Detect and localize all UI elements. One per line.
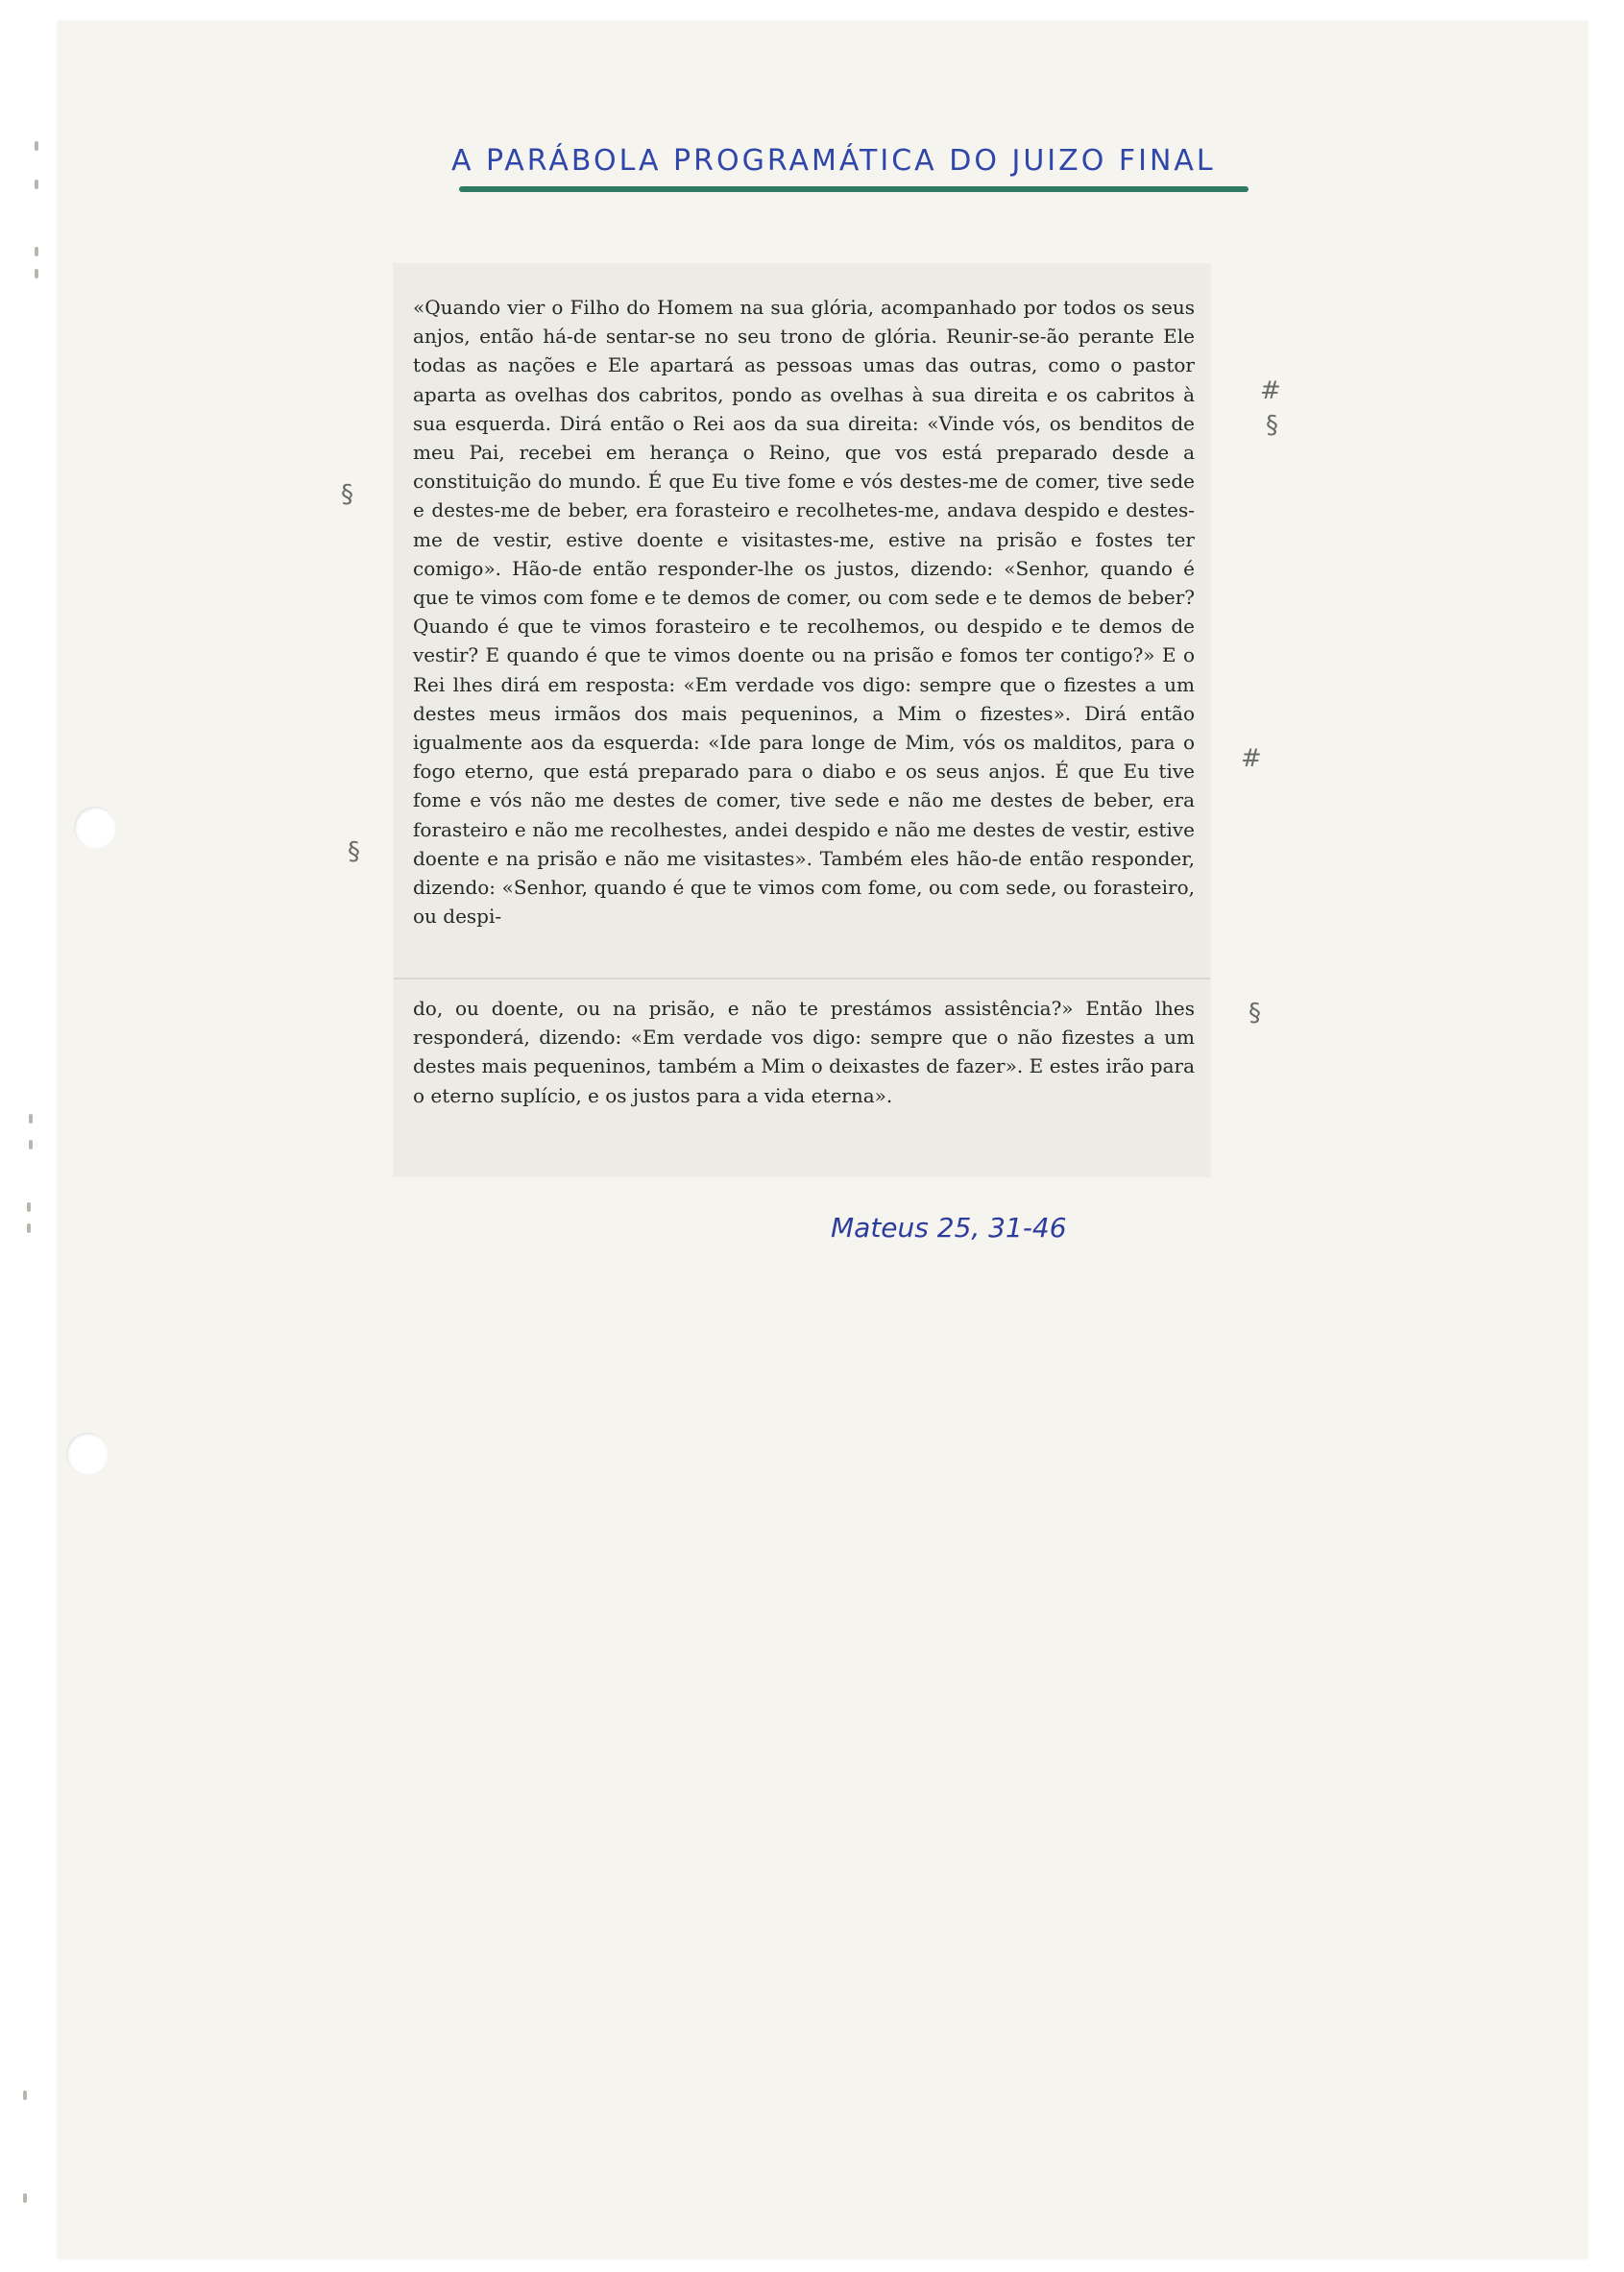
hash-mark-annotation: # [1241, 744, 1262, 773]
scripture-reference: Mateus 25, 31-46 [831, 1212, 1067, 1244]
margin-mark [23, 2193, 27, 2203]
margin-mark [27, 1223, 31, 1233]
scripture-paragraph-continued: do, ou doente, ou na prisão, e não te prestámos assistência?» Então lhes responderá, dizendo: «Em verdade vos digo: sempre que o não fizestes a um destes mais pequeninos, também a Mim o deixastes de fazer». E estes irão para o eterno suplício, e os justos para a vida eterna». [413, 997, 1195, 1107]
title-underline [459, 186, 1248, 192]
punch-hole-top [74, 807, 116, 849]
margin-mark [29, 1140, 33, 1149]
section-mark-annotation: § [1266, 411, 1278, 440]
margin-mark [29, 1114, 33, 1124]
margin-mark [27, 1202, 31, 1212]
section-mark-annotation: § [1248, 999, 1261, 1027]
margin-mark [35, 141, 38, 151]
margin-mark [35, 247, 38, 256]
section-mark-annotation: § [348, 837, 360, 866]
hash-mark-annotation: # [1260, 376, 1281, 405]
page-title: A PARÁBOLA PROGRAMÁTICA DO JUIZO FINAL [451, 144, 1216, 178]
punch-hole-bottom [66, 1433, 109, 1475]
section-mark-annotation: § [341, 480, 353, 509]
scripture-paragraph: «Quando vier o Filho do Homem na sua glória, acompanhado por todos os seus anjos, então há-de sentar-se no seu trono de glória. Reunir-se-ão perante Ele todas as nações e Ele apartará as pessoas umas das outras, como o pastor aparta as ovelhas dos cabritos, pondo as ovelhas à sua direita e os cabritos à sua esquerda. Dirá então o Rei aos da sua direita: «Vinde vós, os benditos de meu Pai, recebei em herança o Reino, que vos está preparado desde a constituição do mundo. É que Eu tive fome e vós destes-me de comer, tive sede e destes-me de beber, era forasteiro e recolhetes-me, andava despido e destes-me de vestir, estive doente e visitastes-me, estive na prisão e fostes ter comigo». Hão-de então responder-lhe os justos, dizendo: «Senhor, quando é que te vimos com fome e te demos de comer, ou com sede e te demos de beber? Quando é que te vimos forasteiro e te recolhemos, ou despido e te demos de vestir? E quando é que te vimos doente ou na prisão e fomos ter contigo?» E o Rei lhes dirá em resposta: «Em verdade vos digo: sempre que o fizestes a um destes meus irmãos dos mais pequeninos, a Mim o fizestes». Dirá então igualmente aos da esquerda: «Ide para longe de Mim, vós os malditos, para o fogo eterno, que está preparado para o diabo e os seus anjos. É que Eu tive fome e vós não me destes de comer, tive sede e não me destes de beber, era forasteiro e não me recolhestes, andei despido e não me destes de vestir, estive doente e na prisão e não me visitastes». Também eles hão-de então responder, dizendo: «Senhor, quando é que te vimos com fome, ou com sede, ou forasteiro, ou despi- [413, 296, 1195, 929]
clipping-seam [394, 978, 1210, 979]
margin-mark [35, 180, 38, 189]
scripture-clipping [394, 264, 1210, 1176]
margin-mark [35, 269, 38, 278]
margin-mark [23, 2091, 27, 2100]
